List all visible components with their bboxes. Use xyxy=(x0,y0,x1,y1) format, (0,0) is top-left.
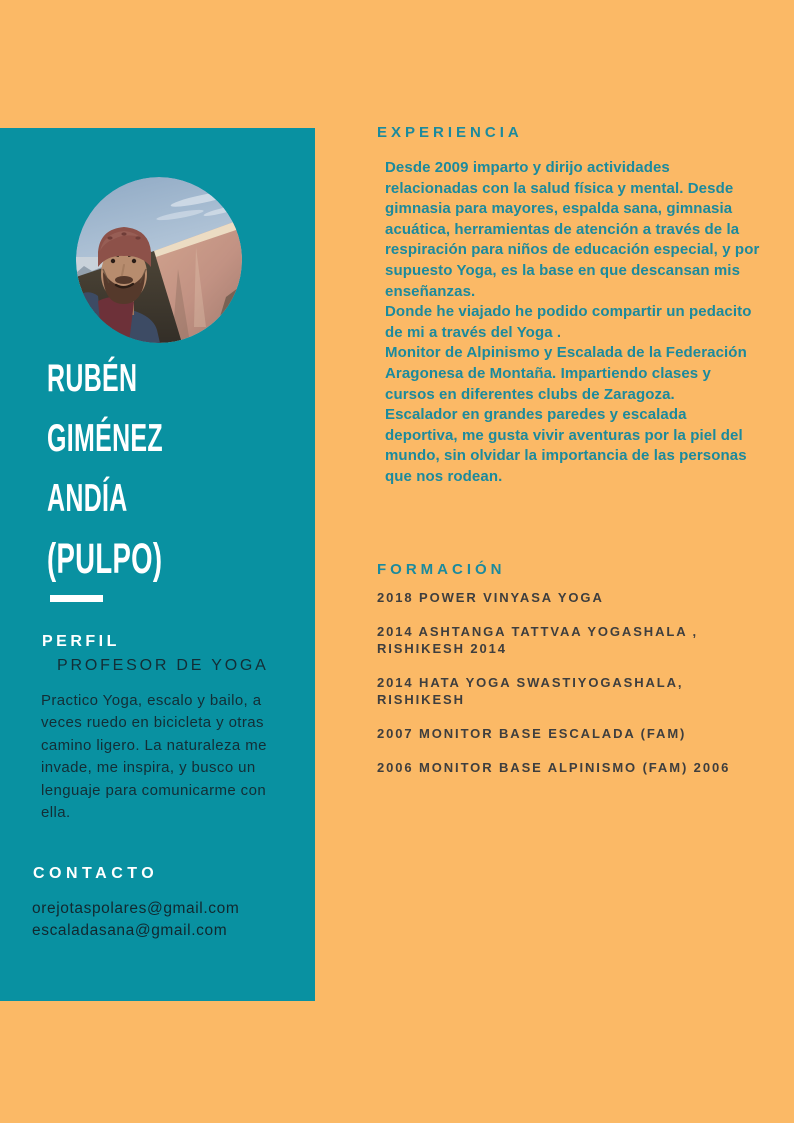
experience-paragraph: Donde he viajado he podido compartir un pedacito de mi a través del Yoga . xyxy=(385,303,752,341)
person-name-line: ANDÍA xyxy=(47,477,128,520)
email-list xyxy=(32,898,239,942)
experience-paragraph: Escalador en grandes paredes y escalada deportiva, me gusta vivir aventuras por la piel del mundo, sin olvidar la importancia de las personas que nos rodean. xyxy=(385,406,747,485)
profile-photo xyxy=(76,177,242,343)
education-item: 2007 MONITOR BASE ESCALADA (FAM) xyxy=(377,726,687,741)
experience-description xyxy=(385,158,763,488)
perfil-heading: PERFIL xyxy=(42,633,120,650)
job-title: PROFESOR DE YOGA xyxy=(57,657,269,674)
experience-paragraph: Desde 2009 imparto y dirijo actividades relacionadas con la salud física y mental. Desde gimnasia para mayores, espalda sana, gimnasia acuática, herramientas de atención a través de la respiración para niños de educación especial, y por supuesto Yoga, es la base en que descansan mis enseñanzas. xyxy=(385,159,760,300)
profile-photo-illustration xyxy=(76,177,242,343)
person-name-line: GIMÉNEZ xyxy=(47,417,163,460)
experiencia-heading: EXPERIENCIA xyxy=(377,124,523,141)
education-item: 2014 HATA YOGA SWASTIYOGASHALA, RISHIKESH xyxy=(377,675,684,707)
perfil-description: Practico Yoga, escalo y bailo, a veces ruedo en bicicleta y otras camino ligero. La naturaleza me invade, me inspira, y busco un lenguaje para comunicarme con ella. xyxy=(41,692,267,822)
email-address: escaladasana@gmail.com xyxy=(32,922,228,939)
education-item: 2006 MONITOR BASE ALPINISMO (FAM) 2006 xyxy=(377,760,731,775)
education-item: 2018 POWER VINYASA YOGA xyxy=(377,590,604,605)
formacion-heading: FORMACIÓN xyxy=(377,561,506,578)
name-underline-bar xyxy=(50,595,103,602)
person-name-line: (PULPO) xyxy=(47,535,163,583)
experience-paragraph: Monitor de Alpinismo y Escalada de la Federación Aragonesa de Montaña. Impartiendo clases y cursos en diferentes clubs de Zaragoza. xyxy=(385,344,747,403)
education-list xyxy=(377,589,759,793)
person-name xyxy=(47,349,163,589)
person-name-line: RUBÉN xyxy=(47,357,138,400)
email-address: orejotaspolares@gmail.com xyxy=(32,900,240,917)
education-item: 2014 ASHTANGA TATTVAA YOGASHALA , RISHIKESH 2014 xyxy=(377,624,699,656)
contacto-heading: CONTACTO xyxy=(33,865,159,882)
